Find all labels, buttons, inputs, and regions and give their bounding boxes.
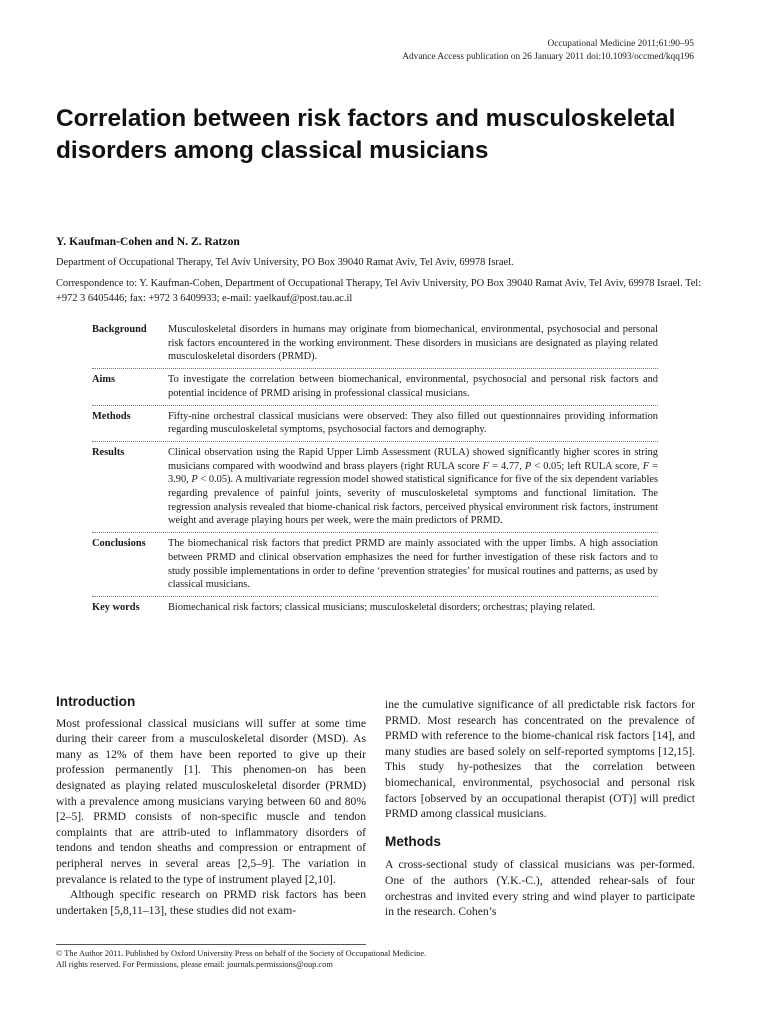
abstract-label: Conclusions	[92, 538, 146, 550]
body-paragraph: Although specific research on PRMD risk factors has been undertaken [5,8,11–13], these studies did not exam-	[56, 888, 366, 917]
access-publication-line: Advance Access publication on 26 January 2011 doi:10.1093/occmed/kqq196	[402, 51, 694, 62]
statistic-symbol: F	[482, 460, 490, 472]
abstract-label: Aims	[92, 374, 116, 386]
body-paragraph: A cross-sectional study of classical musicians was per-formed. One of the authors (Y.K.-C.), attended rehear-sals of four orchestras and invited every string and wind player to participate in the research. Cohen’s	[385, 858, 695, 919]
copyright-footer	[56, 948, 696, 970]
structured-abstract	[92, 323, 658, 623]
abstract-label: Results	[92, 446, 125, 458]
abstract-label: Background	[92, 324, 147, 335]
correspondence: Correspondence to: Y. Kaufman-Cohen, Department of Occupational Therapy, Tel Aviv University, PO Box 39040 Ramat Aviv, Tel Aviv, 69978 Israel. Tel: +972 3 6405446; fax: +972 3 6409933; e-mail: yaelkauf@post.tau.ac.il	[56, 278, 702, 304]
text-segment: Clinical observation using the Rapid Upper Limb Assessment (RULA) showed significantly higher scores in string musicians compared with woodwind and brass players (right RULA score	[168, 446, 658, 472]
abstract-background	[92, 323, 658, 369]
footer-divider	[56, 944, 366, 945]
abstract-text: To investigate the correlation between biomechanical, environmental, psychosocial and personal risk factors and potential incidence of PRMD arising in professional classical musicians.	[168, 374, 658, 399]
text-segment: < 0.05). A multivariate regression model showed statistical significance for five of the six dependent variables regarding prevalence of painful joints, severity of musculoskeletal symptoms and functional limitation. The regression analysis revealed that biome-chanical risk factors, perceived physical environment risk factors, instrument weight and average playing hours per week, were the main predictors of PRMD.	[168, 474, 658, 527]
abstract-text: Musculoskeletal disorders in humans may originate from biomechanical, environmental, psychosocial and personal risk factors encountered in the working environment. These disorders in musicians are designated as playing related musculoskeletal disorders (PRMD).	[168, 324, 658, 363]
text-segment: = 3.90,	[168, 460, 658, 486]
copyright-line: © The Author 2011. Published by Oxford University Press on behalf of the Society of Occupational Medicine.	[56, 949, 427, 958]
abstract-aims	[92, 373, 658, 405]
body-paragraph: Most professional classical musicians will suffer at some time during their career from a musculoskeletal disorder (MSD). As many as 12% of them have been reported to give up their profession permanently [1]. This phenomen-on has been designated as playing related musculoskeletal disorder (PRMD) with a prevalence among musicians varying between 60 and 80% [2–5]. PRMD consists of non-specific muscle and tendon complaints that are attrib-uted to inflammatory disorders of tendons and tendon sheaths and compression or entrapment of peripheral nerves in several areas [2,5–9]. The variation in prevalance is related to the type of instrument played [2,10].	[56, 716, 366, 886]
abstract-text: Fifty-nine orchestral classical musicians were observed: They also filled out questionnaires providing information regarding musculoskeletal symptoms, psychosocial factors and demography.	[168, 410, 658, 436]
article-title: Correlation between risk factors and musculoskeletal disorders among classical musicians	[56, 105, 676, 164]
authors: Y. Kaufman-Cohen and N. Z. Ratzon	[56, 235, 240, 248]
introduction-heading: Introduction	[56, 694, 136, 709]
text-segment: < 0.05; left RULA score,	[531, 460, 643, 472]
abstract-text: Biomechanical risk factors; classical musicians; musculoskeletal disorders; orchestras; playing related.	[168, 601, 596, 613]
abstract-label: Key words	[92, 601, 140, 613]
abstract-methods	[92, 410, 658, 442]
statistic-symbol: F	[642, 460, 650, 472]
body-right-column	[385, 697, 695, 920]
statistic-symbol: P	[524, 460, 532, 472]
permissions-line: All rights reserved. For Permissions, please email: journals.permissions@oup.com	[56, 960, 333, 969]
abstract-keywords	[92, 601, 658, 619]
journal-citation: Occupational Medicine 2011;61:90–95	[547, 39, 694, 49]
abstract-results	[92, 446, 658, 533]
affiliation: Department of Occupational Therapy, Tel Aviv University, PO Box 39040 Ramat Aviv, Tel Aviv, 69978 Israel.	[56, 257, 514, 268]
methods-heading: Methods	[385, 833, 441, 849]
abstract-label: Methods	[92, 410, 131, 422]
abstract-conclusions	[92, 537, 658, 597]
body-paragraph: ine the cumulative significance of all predictable risk factors for PRMD. Most research has concentrated on the prevalence of PRMD with reference to the biome-chanical risk factors [14], and many studies are based solely on self-reported symptoms [12,15]. This study hy-pothesizes that the correlation between biomechanical, environmental, psychosocial and personal risk factors [observed by an occupational therapist (OT)] will predict PRMD among classical musicians.	[385, 698, 695, 821]
article-header-meta	[294, 38, 694, 63]
abstract-text: The biomechanical risk factors that predict PRMD are mainly associated with the upper limbs. A high association between PRMD and clinical observation emphasizes the need for further investigation of these risk factors and to study possible implementations in order to define ‘prevention strategies’ for musical routines and patterns, as used by classical musicians.	[168, 538, 658, 591]
text-segment: = 4.77,	[489, 460, 525, 472]
body-left-column	[56, 694, 366, 918]
abstract-text	[168, 446, 658, 528]
statistic-symbol: P	[191, 474, 198, 486]
